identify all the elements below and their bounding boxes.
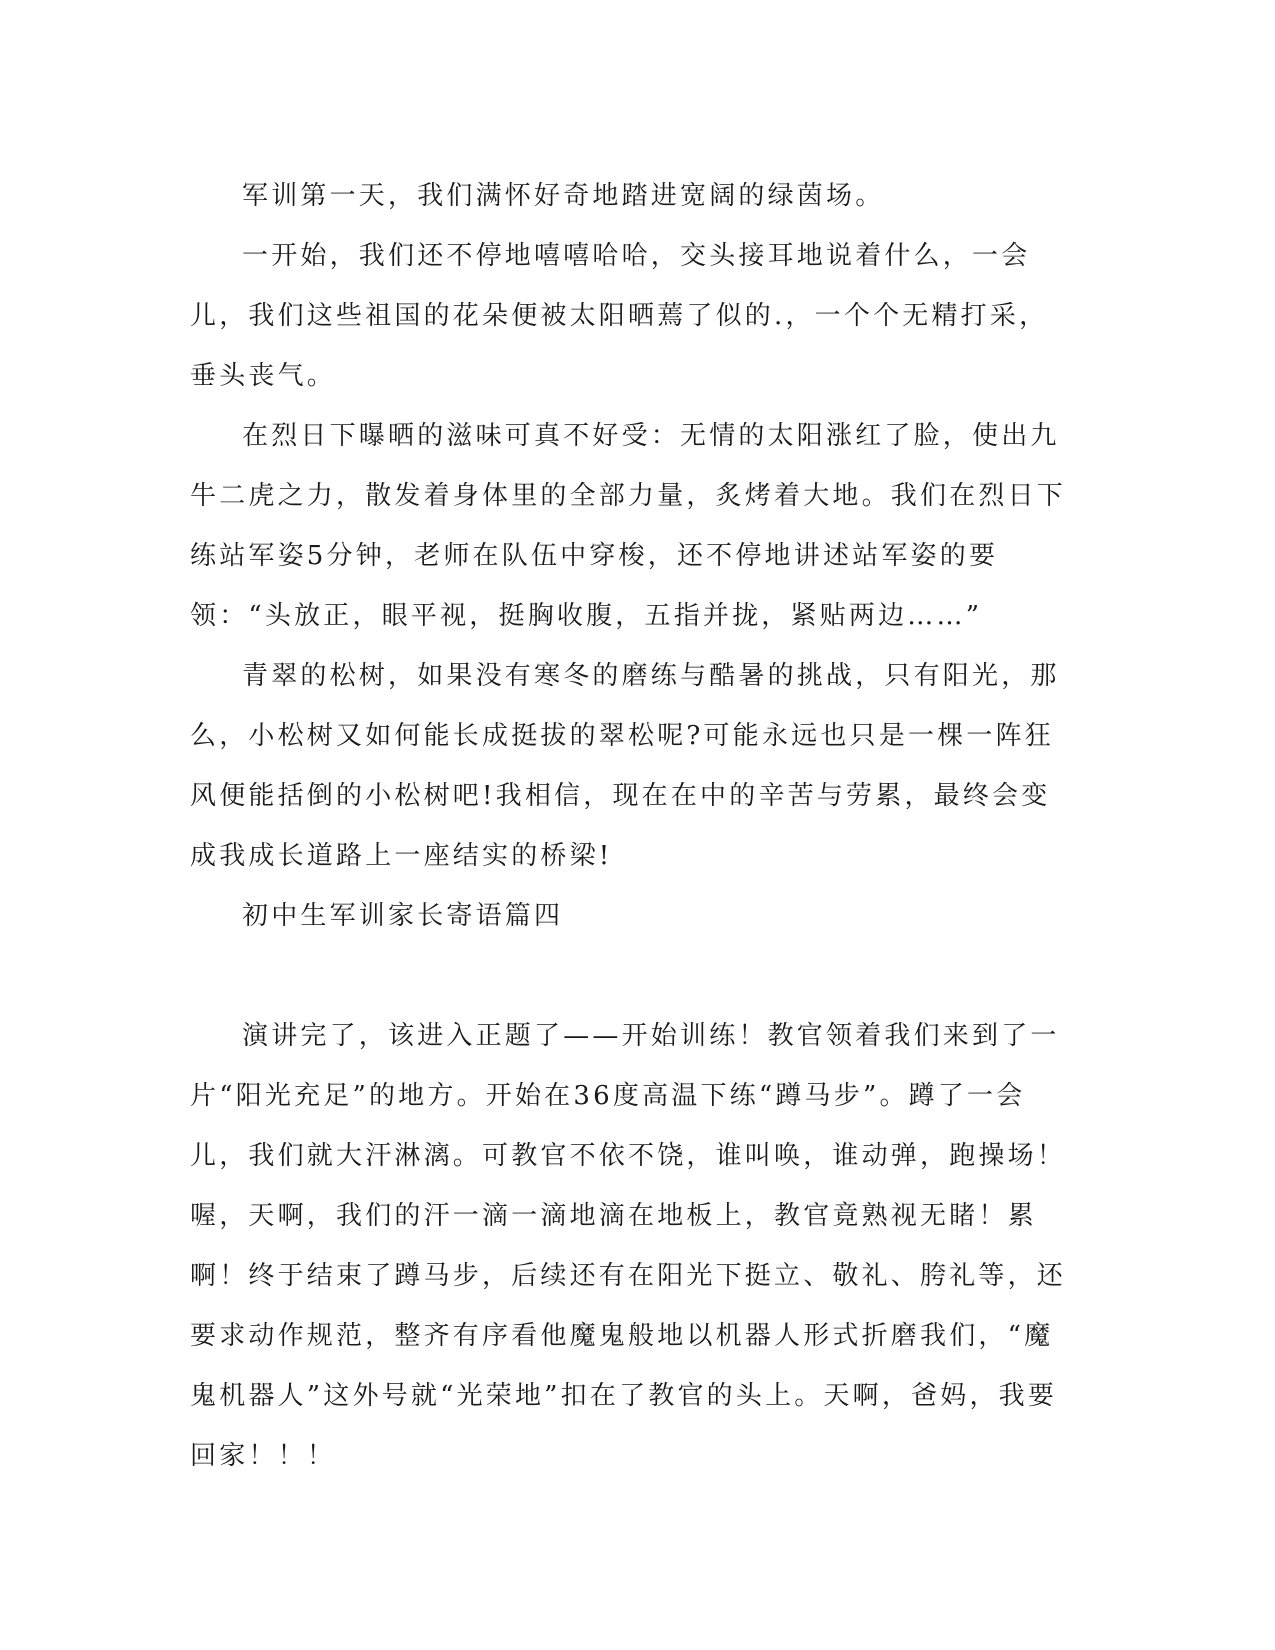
- document-body: [190, 166, 1070, 1486]
- paragraph-1: 军训第一天，我们满怀好奇地踏进宽阔的绿茵场。: [242, 181, 885, 211]
- paragraph-4: 青翠的松树，如果没有寒冬的磨练与酷暑的挑战，只有阳光，那么，小松树又如何能长成挺拔的翠松呢?可能永远也只是一棵一阵狂风便能括倒的小松树吧!我相信，现在在中的辛苦与劳累，最终会变成我成长道路上一座结实的桥梁!: [190, 661, 1060, 871]
- paragraph-5: 演讲完了，该进入正题了——开始训练！教官领着我们来到了一片“阳光充足”的地方。开始在36度高温下练“蹲马步”。蹲了一会儿，我们就大汗淋漓。可教官不依不饶，谁叫唤，谁动弹，跑操场！喔，天啊，我们的汗一滴一滴地滴在地板上，教官竟熟视无睹！累啊！终于结束了蹲马步，后续还有在阳光下挺立、敬礼、胯礼等，还要求动作规范，整齐有序看他魔鬼般地以机器人形式折磨我们，“魔鬼机器人”这外号就“光荣地”扣在了教官的头上。天啊，爸妈，我要回家！！！: [190, 1021, 1067, 1471]
- section-heading: 初中生军训家长寄语篇四: [242, 901, 564, 931]
- paragraph-3: 在烈日下曝晒的滋味可真不好受：无情的太阳涨红了脸，使出九牛二虎之力，散发着身体里的全部力量，炙烤着大地。我们在烈日下练站军姿5分钟，老师在队伍中穿梭，还不停地讲述站军姿的要领：“头放正，眼平视，挺胸收腹，五指并拢，紧贴两边……”: [190, 421, 1067, 631]
- paragraph-2: 一开始，我们还不停地嘻嘻哈哈，交头接耳地说着什么，一会儿，我们这些祖国的花朵便被太阳晒蔫了似的.，一个个无精打采，垂头丧气。: [190, 241, 1049, 391]
